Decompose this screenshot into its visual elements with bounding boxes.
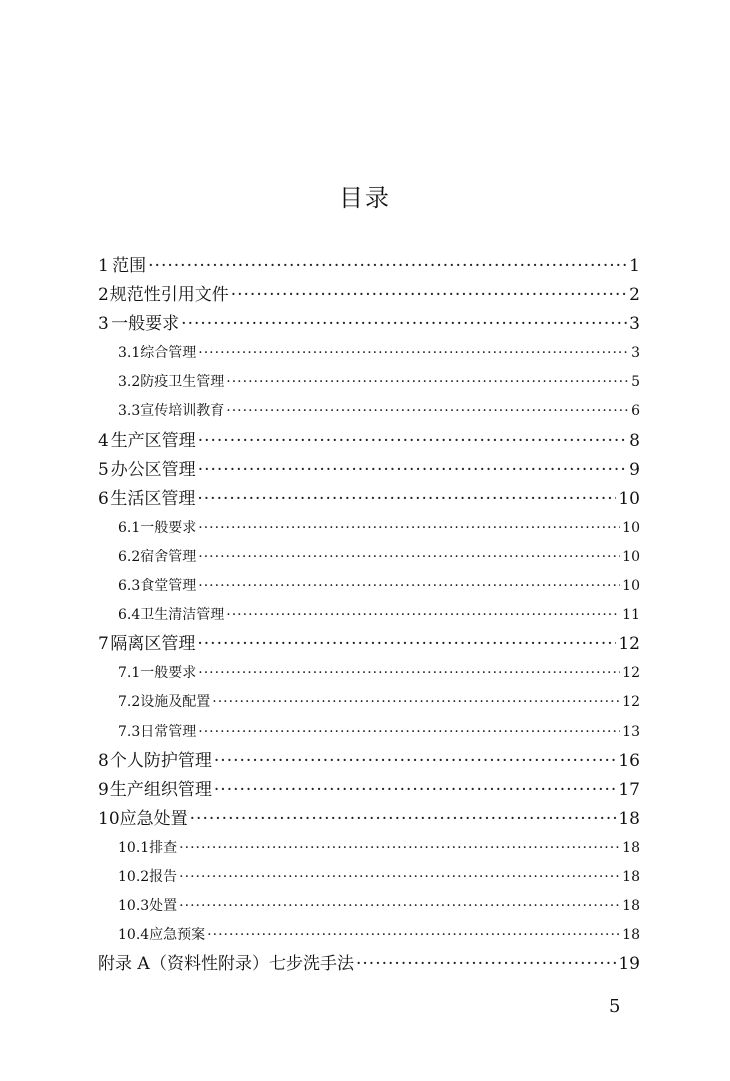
toc-entry[interactable]: [98, 950, 640, 979]
toc-leader-dots: [231, 281, 627, 310]
toc-entry-label: 隔离区管理: [110, 634, 196, 655]
toc-leader-dots: [197, 630, 616, 659]
toc-leader-dots: [198, 514, 620, 543]
table-of-contents: [98, 252, 640, 979]
toc-entry-label: 规范性引用文件: [109, 285, 229, 306]
toc-entry-page: 5: [631, 374, 640, 391]
toc-entry[interactable]: [98, 514, 640, 543]
toc-entry-page: 3: [629, 314, 640, 335]
toc-entry-label: 一般要求: [140, 519, 197, 536]
toc-entry-page: 8: [629, 430, 640, 451]
toc-entry-label: 一般要求: [111, 314, 180, 335]
toc-entry[interactable]: [98, 834, 640, 863]
toc-entry-label: 个人防护管理: [109, 750, 212, 771]
toc-entry-page: 13: [622, 723, 640, 740]
toc-entry-page: 18: [618, 808, 640, 829]
toc-entry-number: 3: [98, 314, 109, 335]
toc-entry-number: 6.4: [118, 607, 141, 624]
toc-entry-number: 10.1: [118, 839, 150, 856]
toc-entry[interactable]: [98, 339, 640, 368]
toc-entry[interactable]: [98, 281, 640, 310]
toc-leader-dots: [198, 543, 620, 572]
toc-entry[interactable]: [98, 630, 640, 659]
toc-entry-page: 12: [622, 694, 640, 711]
toc-entry-label: 应急预案: [149, 927, 206, 944]
toc-entry-number: 1: [98, 256, 109, 276]
toc-leader-dots: [198, 456, 627, 485]
toc-entry-label: 宿舍管理: [140, 548, 197, 565]
toc-leader-dots: [226, 601, 620, 630]
toc-entry-label: 日常管理: [140, 723, 197, 740]
toc-entry-label: （资料性附录）七步洗手法: [150, 954, 354, 975]
toc-entry[interactable]: [98, 776, 640, 805]
toc-entry-label: 防疫卫生管理: [140, 374, 225, 391]
toc-leader-dots: [356, 950, 616, 979]
toc-entry[interactable]: [98, 892, 640, 921]
toc-leader-dots: [198, 659, 620, 688]
toc-entry-label: 设施及配置: [140, 694, 211, 711]
toc-entry-number: 3.1: [118, 345, 141, 362]
toc-entry-page: 17: [618, 779, 640, 800]
toc-entry[interactable]: [98, 543, 640, 572]
toc-leader-dots: [197, 485, 616, 514]
toc-leader-dots: [148, 252, 627, 281]
toc-title: 目录: [339, 184, 391, 212]
toc-leader-dots: [179, 892, 620, 921]
toc-entry-label: 排查: [149, 839, 178, 856]
toc-entry-page: 18: [622, 898, 640, 915]
toc-entry-label: 生活区管理: [110, 488, 196, 509]
toc-entry-page: 10: [622, 548, 640, 565]
toc-entry-label: 宣传培训教育: [140, 403, 225, 420]
toc-entry-page: 16: [618, 750, 640, 771]
toc-entry[interactable]: [98, 368, 640, 397]
toc-entry[interactable]: [98, 863, 640, 892]
toc-entry-label: 一般要求: [140, 665, 197, 682]
toc-leader-dots: [226, 368, 629, 397]
toc-entry-number: 5: [98, 459, 109, 480]
toc-entry[interactable]: [98, 747, 640, 776]
toc-entry-page: 6: [631, 403, 640, 420]
toc-entry-number: 7.3: [118, 723, 141, 740]
toc-entry[interactable]: [98, 688, 640, 717]
toc-leader-dots: [198, 718, 620, 747]
toc-entry[interactable]: [98, 718, 640, 747]
toc-entry[interactable]: [98, 572, 640, 601]
toc-entry[interactable]: [98, 485, 640, 514]
toc-entry-page: 9: [629, 459, 640, 480]
toc-entry[interactable]: [98, 456, 640, 485]
toc-leader-dots: [179, 834, 620, 863]
toc-entry-page: 11: [622, 607, 640, 624]
toc-entry-number: 4: [98, 430, 109, 451]
toc-entry-number: 6.1: [118, 519, 141, 536]
toc-entry-number: 10.4: [118, 927, 150, 944]
toc-entry-page: 18: [622, 839, 640, 856]
toc-leader-dots: [181, 310, 627, 339]
toc-entry-label: 报告: [149, 868, 178, 885]
toc-entry-page: 10: [622, 519, 640, 536]
toc-entry-page: 3: [631, 345, 640, 362]
toc-entry-label: 卫生清洁管理: [140, 607, 225, 624]
toc-entry[interactable]: [98, 659, 640, 688]
toc-entry-page: 10: [622, 578, 640, 595]
toc-entry-number: 3.3: [118, 403, 141, 420]
page-number: 5: [609, 996, 621, 1017]
toc-leader-dots: [214, 776, 616, 805]
toc-leader-dots: [214, 747, 616, 776]
toc-entry-number: 7.2: [118, 694, 141, 711]
toc-entry-label: 范围: [112, 256, 147, 276]
toc-entry-page: 12: [618, 634, 640, 655]
toc-leader-dots: [207, 921, 620, 950]
toc-entry[interactable]: [98, 427, 640, 456]
toc-entry-number: 6.3: [118, 578, 141, 595]
toc-entry-number: 2: [98, 285, 109, 306]
toc-entry-label: 应急处置: [119, 808, 188, 829]
toc-entry-number: 8: [98, 750, 109, 771]
toc-entry[interactable]: [98, 397, 640, 426]
toc-entry-label: 生产区管理: [110, 430, 196, 451]
toc-leader-dots: [190, 805, 617, 834]
toc-entry-number: 6: [98, 488, 109, 509]
toc-entry-page: 1: [629, 256, 640, 276]
toc-entry-number: 10.3: [118, 898, 150, 915]
toc-entry-page: 10: [618, 488, 640, 509]
toc-entry-page: 18: [622, 868, 640, 885]
toc-entry-number: 9: [98, 779, 109, 800]
toc-entry-number: 10: [98, 808, 120, 829]
toc-entry-label: 生产组织管理: [109, 779, 212, 800]
toc-entry-label: 办公区管理: [110, 459, 196, 480]
toc-entry-page: 18: [622, 927, 640, 944]
toc-leader-dots: [212, 688, 620, 717]
toc-entry[interactable]: [98, 252, 640, 281]
toc-entry-page: 19: [618, 954, 640, 975]
toc-entry[interactable]: [98, 310, 640, 339]
toc-leader-dots: [226, 397, 629, 426]
toc-entry-label: 综合管理: [140, 345, 197, 362]
toc-entry[interactable]: [98, 921, 640, 950]
toc-entry-label: 处置: [149, 898, 178, 915]
toc-entry-number: 3.2: [118, 374, 141, 391]
toc-entry-number: 附录 A: [98, 954, 150, 975]
toc-leader-dots: [198, 427, 627, 456]
toc-entry[interactable]: [98, 805, 640, 834]
toc-entry-number: 7.1: [118, 665, 141, 682]
toc-leader-dots: [179, 863, 620, 892]
toc-leader-dots: [198, 339, 629, 368]
toc-entry-number: 7: [98, 634, 109, 655]
toc-entry-page: 2: [629, 285, 640, 306]
toc-entry-page: 12: [622, 665, 640, 682]
toc-leader-dots: [198, 572, 620, 601]
toc-entry-number: 10.2: [118, 868, 150, 885]
toc-entry-label: 食堂管理: [140, 578, 197, 595]
toc-entry[interactable]: [98, 601, 640, 630]
toc-entry-number: 6.2: [118, 548, 141, 565]
